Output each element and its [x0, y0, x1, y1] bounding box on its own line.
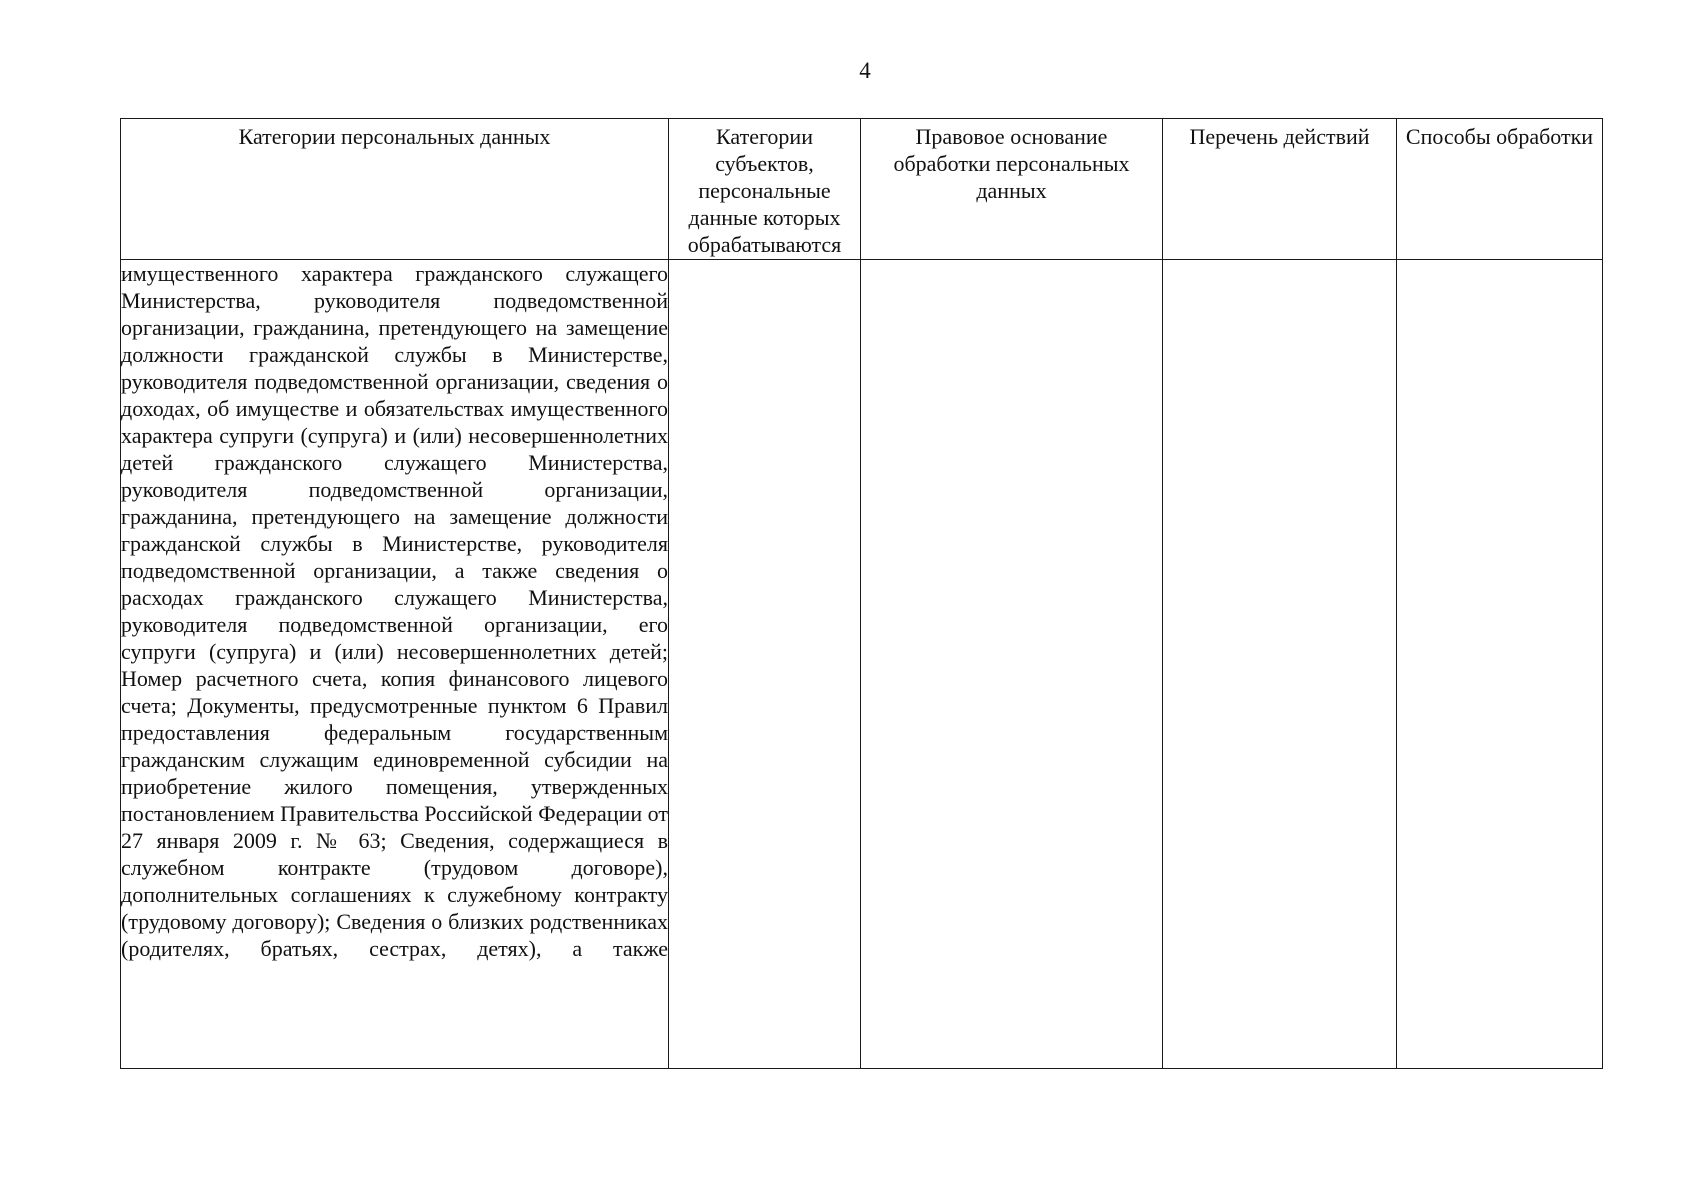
table-header-row: [121, 119, 1603, 260]
cell-data-categories: имущественного характера гражданского служащего Министерства, руководителя подведомственной организации, гражданина, претендующего на замещение должности гражданской службы в Министерстве, руководителя подведомственной организации, сведения о доходах, об имуществе и обязательствах имущественного характера супруги (супруга) и (или) несовершеннолетних детей гражданского служащего Министерства, руководителя подведомственной организации, гражданина, претендующего на замещение должности гражданской службы в Министерстве, руководителя подведомственной организации, а также сведения о расходах гражданского служащего Министерства, руководителя подведомственной организации, его супруги (супруга) и (или) несовершеннолетних детей; Номер расчетного счета, копия финансового лицевого счета; Документы, предусмотренные пунктом 6 Правил предоставления федеральным государственным гражданским служащим единовременной субсидии на приобретение жилого помещения, утвержденных постановлением Правительства Российской Федерации от 27 января 2009 г. № 63; Сведения, содержащиеся в служебном контракте (трудовом договоре), дополнительных соглашениях к служебному контракту (трудовому договору); Сведения о близких родственниках (родителях, братьях, сестрах, детях), а также: [121, 260, 669, 1069]
header-legal-basis: Правовое основание обработки персональных данных: [861, 119, 1163, 260]
header-subject-categories: Категории субъектов, персональные данные которых обрабатываются: [669, 119, 861, 260]
header-processing-methods: Способы обработки: [1397, 119, 1603, 260]
cell-subject-categories: [669, 260, 861, 1069]
table-row: [121, 260, 1603, 1069]
page-number: 4: [859, 58, 871, 83]
cell-processing-methods: [1397, 260, 1603, 1069]
cell-actions-list: [1163, 260, 1397, 1069]
personal-data-table: [120, 118, 1603, 1069]
header-data-categories: Категории персональных данных: [121, 119, 669, 260]
cell-legal-basis: [861, 260, 1163, 1069]
header-actions-list: Перечень действий: [1163, 119, 1397, 260]
